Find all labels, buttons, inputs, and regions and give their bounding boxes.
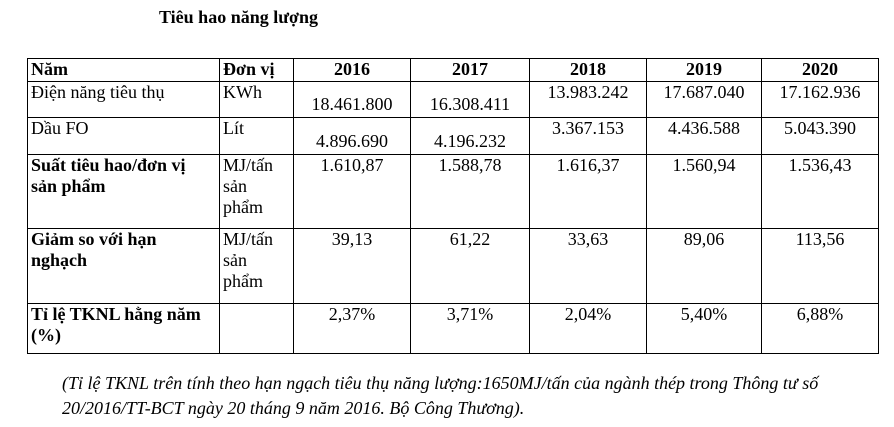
- cell-value: 4.196.232: [411, 118, 530, 155]
- table-header-row: [28, 59, 879, 82]
- row-unit: MJ/tấn sản phẩm: [220, 155, 294, 229]
- table-row: [28, 82, 879, 118]
- cell-value: 3.367.153: [530, 118, 647, 155]
- cell-value: 113,56: [762, 229, 879, 304]
- header-2018: 2018: [530, 59, 647, 82]
- cell-value: 6,88%: [762, 304, 879, 354]
- header-2016: 2016: [294, 59, 411, 82]
- cell-value: 16.308.411: [411, 82, 530, 118]
- row-label: Điện năng tiêu thụ: [28, 82, 220, 118]
- table-row: [28, 304, 879, 354]
- cell-value: 1.588,78: [411, 155, 530, 229]
- cell-value: 89,06: [647, 229, 762, 304]
- row-label: Tỉ lệ TKNL hằng năm (%): [28, 304, 220, 354]
- cell-value: 2,37%: [294, 304, 411, 354]
- row-unit: MJ/tấn sản phẩm: [220, 229, 294, 304]
- cell-value: 5,40%: [647, 304, 762, 354]
- cell-value: 17.162.936: [762, 82, 879, 118]
- row-unit: [220, 304, 294, 354]
- header-2017: 2017: [411, 59, 530, 82]
- row-unit: Lít: [220, 118, 294, 155]
- cell-value: 4.436.588: [647, 118, 762, 155]
- energy-table: [27, 58, 879, 354]
- table-row: [28, 155, 879, 229]
- row-label: Giảm so với hạn nghạch: [28, 229, 220, 304]
- cell-value: 61,22: [411, 229, 530, 304]
- page-title: Tiêu hao năng lượng: [159, 7, 318, 27]
- cell-value: 39,13: [294, 229, 411, 304]
- row-label: Suất tiêu hao/đơn vị sản phẩm: [28, 155, 220, 229]
- cell-value: 1.610,87: [294, 155, 411, 229]
- cell-value: 33,63: [530, 229, 647, 304]
- row-label: Dầu FO: [28, 118, 220, 155]
- row-unit: KWh: [220, 82, 294, 118]
- header-2019: 2019: [647, 59, 762, 82]
- cell-value: 5.043.390: [762, 118, 879, 155]
- table-row: [28, 229, 879, 304]
- footnote: (Tỉ lệ TKNL trên tính theo hạn ngạch tiêu thụ năng lượng:1650MJ/tấn của ngành thép trong Thông tư số 20/2016/TT-BCT ngày 20 tháng 9 năm 2016. Bộ Công Thương).: [62, 373, 819, 418]
- cell-value: 1.560,94: [647, 155, 762, 229]
- cell-value: 4.896.690: [294, 118, 411, 155]
- cell-value: 18.461.800: [294, 82, 411, 118]
- cell-value: 3,71%: [411, 304, 530, 354]
- header-2020: 2020: [762, 59, 879, 82]
- cell-value: 17.687.040: [647, 82, 762, 118]
- cell-value: 2,04%: [530, 304, 647, 354]
- cell-value: 13.983.242: [530, 82, 647, 118]
- table-row: [28, 118, 879, 155]
- cell-value: 1.536,43: [762, 155, 879, 229]
- cell-value: 1.616,37: [530, 155, 647, 229]
- header-year: Năm: [28, 59, 220, 82]
- header-unit: Đơn vị: [220, 59, 294, 82]
